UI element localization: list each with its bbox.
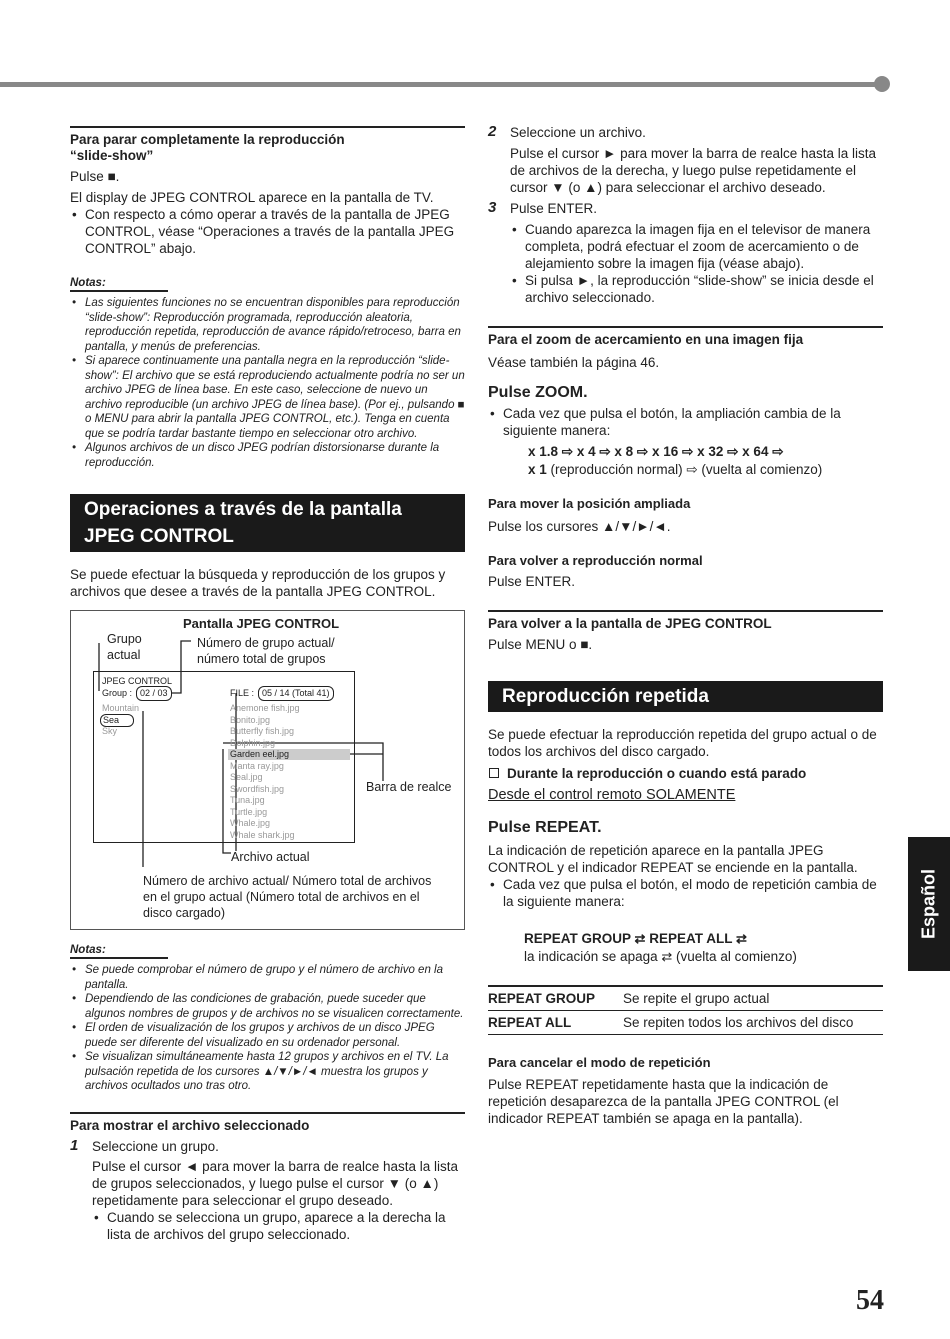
file-label: FILE : — [230, 688, 255, 698]
repeat-description: La indicación de repetición aparece en la pantalla JPEG CONTROL y el indicador REPEAT se enciende en la pantalla. — [488, 843, 858, 875]
list-item: • Con respecto a cómo operar a través de la pantalla de JPEG CONTROL, véase “Operaciones a través de la pantalla JPEG CONTROL” abajo. — [70, 206, 465, 257]
zoom-sequence: x 1.8 ⇨ x 4 ⇨ x 8 ⇨ x 16 ⇨ x 32 ⇨ x 64 ⇨ — [528, 444, 784, 459]
section-rule — [70, 126, 465, 128]
file-item[interactable]: Tuna.jpg — [230, 795, 265, 805]
step-number: 1 — [70, 1136, 79, 1154]
file-item[interactable]: Anemone fish.jpg — [230, 703, 300, 713]
repeat-intro: Se puede efectuar la reproducción repetida del grupo actual o de todos los archivos del disco cargado. — [488, 727, 877, 759]
notes-label: Notas: — [70, 944, 168, 959]
language-tab: Español — [908, 837, 950, 971]
group-item-selected[interactable]: Sea — [100, 714, 134, 727]
step-text: Seleccione un grupo. — [92, 1138, 219, 1154]
step-3 — [488, 200, 883, 217]
normal-text: Pulse ENTER. — [488, 574, 576, 589]
show-file-title: Para mostrar el archivo seleccionado — [70, 1117, 310, 1133]
list-item: • Se puede comprobar el número de grupo y el número de archivo en la pantalla. — [70, 963, 465, 992]
repeat-condition: Durante la reproducción o cuando está parado — [488, 765, 883, 782]
section-rule — [488, 610, 883, 612]
list-item: • Cuando aparezca la imagen fija en el televisor de manera completa, podrá efectuar el zoom de acercamiento o de alejamiento sobre la imagen fija (véase abajo). — [510, 221, 883, 272]
section-banner-repeat: Reproducción repetida — [488, 681, 883, 712]
move-title: Para mover la posición ampliada — [488, 496, 691, 511]
list-item: • Se visualizan simultáneamente hasta 12 grupos y archivos en el TV. La pulsación repetida de los cursores ▲/▼/►/◄ muestra los grupos y archivos ocultados uno tras otro. — [70, 1050, 465, 1094]
list-item: • Si pulsa ►, la reproducción “slide-show” se inicia desde el archivo seleccionado. — [510, 272, 883, 306]
back-text: Pulse MENU o ■. — [488, 637, 593, 652]
notes-2 — [70, 940, 465, 1094]
move-text: Pulse los cursores ▲/▼/►/◄. — [488, 519, 671, 534]
file-item[interactable]: Turtle.jpg — [230, 806, 268, 817]
top-rule-dot — [874, 76, 890, 92]
step-number: 3 — [488, 199, 497, 216]
desc-cell: Se repite el grupo actual — [623, 991, 770, 1006]
table-row — [488, 986, 883, 1011]
section-banner-jpeg-control: Operaciones a través de la pantalla JPEG CONTROL — [70, 494, 465, 552]
step-bullets — [92, 1209, 465, 1243]
normal-title: Para volver a reproducción normal — [488, 553, 703, 568]
label-highlight-bar: Barra de realce — [366, 780, 452, 794]
zoom-reference: Véase también la página 46. — [488, 355, 660, 370]
zoom-sequence-end: x 1 (reproducción normal) ⇨ (vuelta al comienzo) — [528, 462, 823, 477]
jpeg-intro: Se puede efectuar la búsqueda y reproducción de los grupos y archivos que desee a través de la pantalla JPEG CONTROL. — [70, 567, 446, 599]
top-rule — [0, 82, 880, 87]
cycle-arrow-icon: ⇄ — [736, 931, 747, 946]
file-item-highlighted[interactable]: Garden eel.jpg — [228, 749, 350, 760]
desc-cell: Se repiten todos los archivos del disco — [623, 1015, 854, 1030]
cancel-title: Para cancelar el modo de repetición — [488, 1055, 711, 1070]
zoom-title: Para el zoom de acercamiento en una imagen fija — [488, 332, 804, 347]
repeat-bullets — [488, 876, 883, 910]
notes-label: Notas: — [70, 277, 168, 292]
file-item[interactable]: Dolphin.jpg — [230, 737, 276, 748]
repeat-remote-only: Desde el control remoto SOLAMENTE — [488, 787, 736, 803]
stop-slideshow-title: Para parar completamente la reproducción “slide-show” — [70, 132, 345, 163]
step-bullets — [510, 221, 883, 306]
list-item: • Cada vez que pulsa el botón, la ampliación cambia de la siguiente manera: — [488, 405, 883, 439]
step-1 — [70, 1138, 465, 1155]
stop-pulse: Pulse ■. — [70, 169, 120, 184]
step-2 — [488, 124, 883, 141]
label-file-number: Número de archivo actual/ Número total de archivos en el grupo actual (Número total de archivos en el disco cargado) — [143, 874, 432, 920]
file-item[interactable]: Seal.jpg — [230, 772, 263, 782]
step-text: Seleccione un archivo. — [510, 125, 646, 140]
notes-list — [70, 296, 465, 470]
step-paragraph: Pulse el cursor ◄ para mover la barra de realce hasta la lista de grupos seleccionados, y luego pulse el cursor ▼ (o ▲) repetidamente para seleccionar el grupo deseado. — [92, 1158, 459, 1208]
step-2-body — [488, 145, 883, 196]
screen-title: JPEG CONTROL — [102, 676, 173, 686]
cancel-text: Pulse REPEAT repetidamente hasta que la indicación de repetición desaparezca de la pantalla JPEG CONTROL (el indicador REPEAT también se apaga en la pantalla). — [488, 1077, 839, 1126]
mode-cell: REPEAT ALL — [488, 1015, 572, 1030]
table-row — [488, 1011, 883, 1035]
square-icon — [489, 768, 499, 778]
back-title: Para volver a la pantalla de JPEG CONTROL — [488, 616, 772, 631]
repeat-sequence-end: la indicación se apaga ⇄ (vuelta al comienzo) — [524, 949, 797, 964]
right-column — [488, 120, 883, 1127]
stop-description: El display de JPEG CONTROL aparece en la pantalla de TV. — [70, 190, 434, 205]
group-item[interactable]: Mountain — [102, 703, 140, 713]
list-item: • Si aparece continuamente una pantalla negra en la reproducción “slide-show”: El archivo que se está reproduciendo actualmente podría no ser un archivo JPEG de línea base. En este caso, seleccione de nuevo un archivo reproducible (un archivo JPEG de línea base). (Por ej., pulsando ■ o MENU para abrir la pantalla JPEG CONTROL, etc.). Tenga en cuenta que se podría tardar bastante tiempo en seleccionar otro archivo. — [70, 354, 465, 441]
file-item[interactable]: Whale.jpg — [230, 818, 271, 828]
notes-1 — [70, 273, 465, 470]
file-item[interactable]: Bonito.jpg — [230, 714, 271, 725]
jpeg-control-diagram — [70, 610, 465, 930]
group-label: Group : — [102, 688, 133, 698]
file-counter: 05 / 14 (Total 41) — [258, 686, 334, 701]
label-current-file: Archivo actual — [231, 850, 310, 864]
group-item[interactable]: Sky — [102, 726, 118, 736]
step-3-body — [488, 221, 883, 306]
step-number: 2 — [488, 123, 497, 140]
stop-bullets — [70, 206, 465, 257]
step-text: Pulse ENTER. — [510, 201, 598, 216]
group-counter: 02 / 03 — [136, 686, 172, 701]
notes-list — [70, 963, 465, 1094]
file-item[interactable]: Manta ray.jpg — [230, 760, 284, 771]
section-rule — [488, 326, 883, 328]
list-item: • Dependiendo de las condiciones de grabación, puede suceder que algunos nombres de grupos y de archivos no se visualicen correctamente. — [70, 992, 465, 1021]
mode-cell: REPEAT GROUP — [488, 991, 596, 1006]
file-item[interactable]: Butterfly fish.jpg — [230, 726, 295, 736]
cycle-arrow-icon: ⇄ — [661, 949, 673, 964]
repeat-modes-table — [488, 985, 883, 1035]
page-number: 54 — [856, 1285, 884, 1316]
pulse-repeat-heading: Pulse REPEAT. — [488, 819, 602, 836]
list-item: • Cada vez que pulsa el botón, el modo de repetición cambia de la siguiente manera: — [488, 876, 883, 910]
repeat-sequence: REPEAT GROUP ⇄ REPEAT ALL ⇄ — [524, 931, 747, 946]
label-group-number: Número de grupo actual/ número total de grupos — [197, 636, 335, 666]
zoom-bullets — [488, 405, 883, 439]
step-paragraph: Pulse el cursor ► para mover la barra de realce hasta la lista de archivos de la derecha, y luego pulse repetidamente el cursor ▼ (o ▲) para seleccionar el archivo deseado. — [510, 146, 877, 195]
diagram-title: Pantalla JPEG CONTROL — [183, 616, 340, 631]
list-item: • Cuando se selecciona un grupo, aparece a la derecha la lista de archivos del grupo seleccionado. — [92, 1209, 465, 1243]
tv-screen — [93, 671, 355, 843]
pulse-zoom-heading: Pulse ZOOM. — [488, 384, 588, 401]
step-1-body — [70, 1158, 465, 1243]
left-column — [70, 120, 465, 1243]
label-current-group: Grupo actual — [107, 632, 142, 662]
file-item[interactable]: Whale shark.jpg — [230, 829, 295, 840]
list-item: • El orden de visualización de los grupos y archivos de un disco JPEG puede ser diferente del visualizado en su ordenador personal. — [70, 1021, 465, 1050]
file-item[interactable]: Swordfish.jpg — [230, 783, 285, 794]
list-item: • Algunos archivos de un disco JPEG podrían distorsionarse durante la reproducción. — [70, 441, 465, 470]
cycle-arrow-icon: ⇄ — [634, 931, 646, 946]
list-item: • Las siguientes funciones no se encuentran disponibles para reproducción “slide-show”: Reproducción programada, reproducción aleatoria, reproducción repetida, reproducción de avance rápido/retroceso, barra en pantalla, y menús de preferencias. — [70, 296, 465, 354]
section-rule — [70, 1112, 465, 1114]
